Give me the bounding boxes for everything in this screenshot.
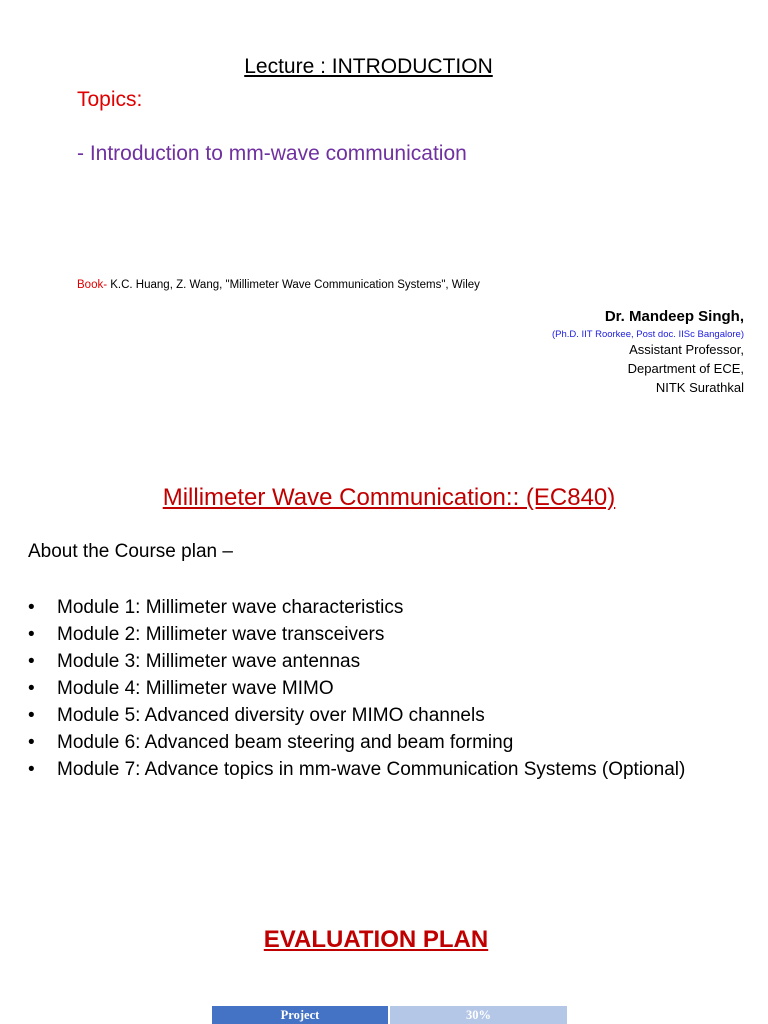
module-item xyxy=(28,648,685,675)
bullet-icon: • xyxy=(28,678,35,699)
bullet-icon: • xyxy=(28,759,35,780)
author-institution: NITK Surathkal xyxy=(655,380,744,395)
bullet-icon: • xyxy=(28,651,35,672)
module-label: Module 6: Advanced beam steering and beam forming xyxy=(57,732,514,753)
module-label: Module 5: Advanced diversity over MIMO channels xyxy=(57,705,485,726)
module-item xyxy=(28,675,685,702)
topics-label: Topics: xyxy=(77,88,143,111)
topic-item: - Introduction to mm-wave communication xyxy=(77,142,467,165)
bullet-icon: • xyxy=(28,732,35,753)
author-credentials: (Ph.D. IIT Roorkee, Post doc. IISc Bangalore) xyxy=(551,329,744,340)
author-position: Assistant Professor, xyxy=(629,342,744,357)
course-intro: About the Course plan – xyxy=(28,541,233,562)
module-label: Module 2: Millimeter wave transceivers xyxy=(57,624,385,645)
bullet-icon: • xyxy=(28,624,35,645)
evaluation-table-row xyxy=(212,1006,567,1024)
module-label: Module 1: Millimeter wave characteristics xyxy=(57,597,404,618)
bullet-icon: • xyxy=(28,597,35,618)
module-item xyxy=(28,594,685,621)
author-block xyxy=(552,308,744,397)
evaluation-title: EVALUATION PLAN xyxy=(263,926,489,953)
module-list xyxy=(28,594,685,783)
evaluation-component-cell: Project xyxy=(212,1006,388,1024)
author-name: Dr. Mandeep Singh, xyxy=(604,308,744,325)
author-department: Department of ECE, xyxy=(627,361,744,376)
module-label: Module 4: Millimeter wave MIMO xyxy=(57,678,334,699)
book-reference xyxy=(77,279,480,291)
lecture-title: Lecture : INTRODUCTION xyxy=(244,55,493,78)
evaluation-weight-cell: 30% xyxy=(390,1006,567,1024)
course-title: Millimeter Wave Communication:: (EC840) xyxy=(162,484,616,511)
book-text: K.C. Huang, Z. Wang, "Millimeter Wave Communication Systems", Wiley xyxy=(107,279,480,291)
module-item xyxy=(28,729,685,756)
module-item xyxy=(28,621,685,648)
book-label: Book- xyxy=(77,279,108,291)
module-label: Module 7: Advance topics in mm-wave Communication Systems (Optional) xyxy=(57,759,686,780)
bullet-icon: • xyxy=(28,705,35,726)
module-item xyxy=(28,756,685,783)
module-item xyxy=(28,702,685,729)
module-label: Module 3: Millimeter wave antennas xyxy=(57,651,361,672)
